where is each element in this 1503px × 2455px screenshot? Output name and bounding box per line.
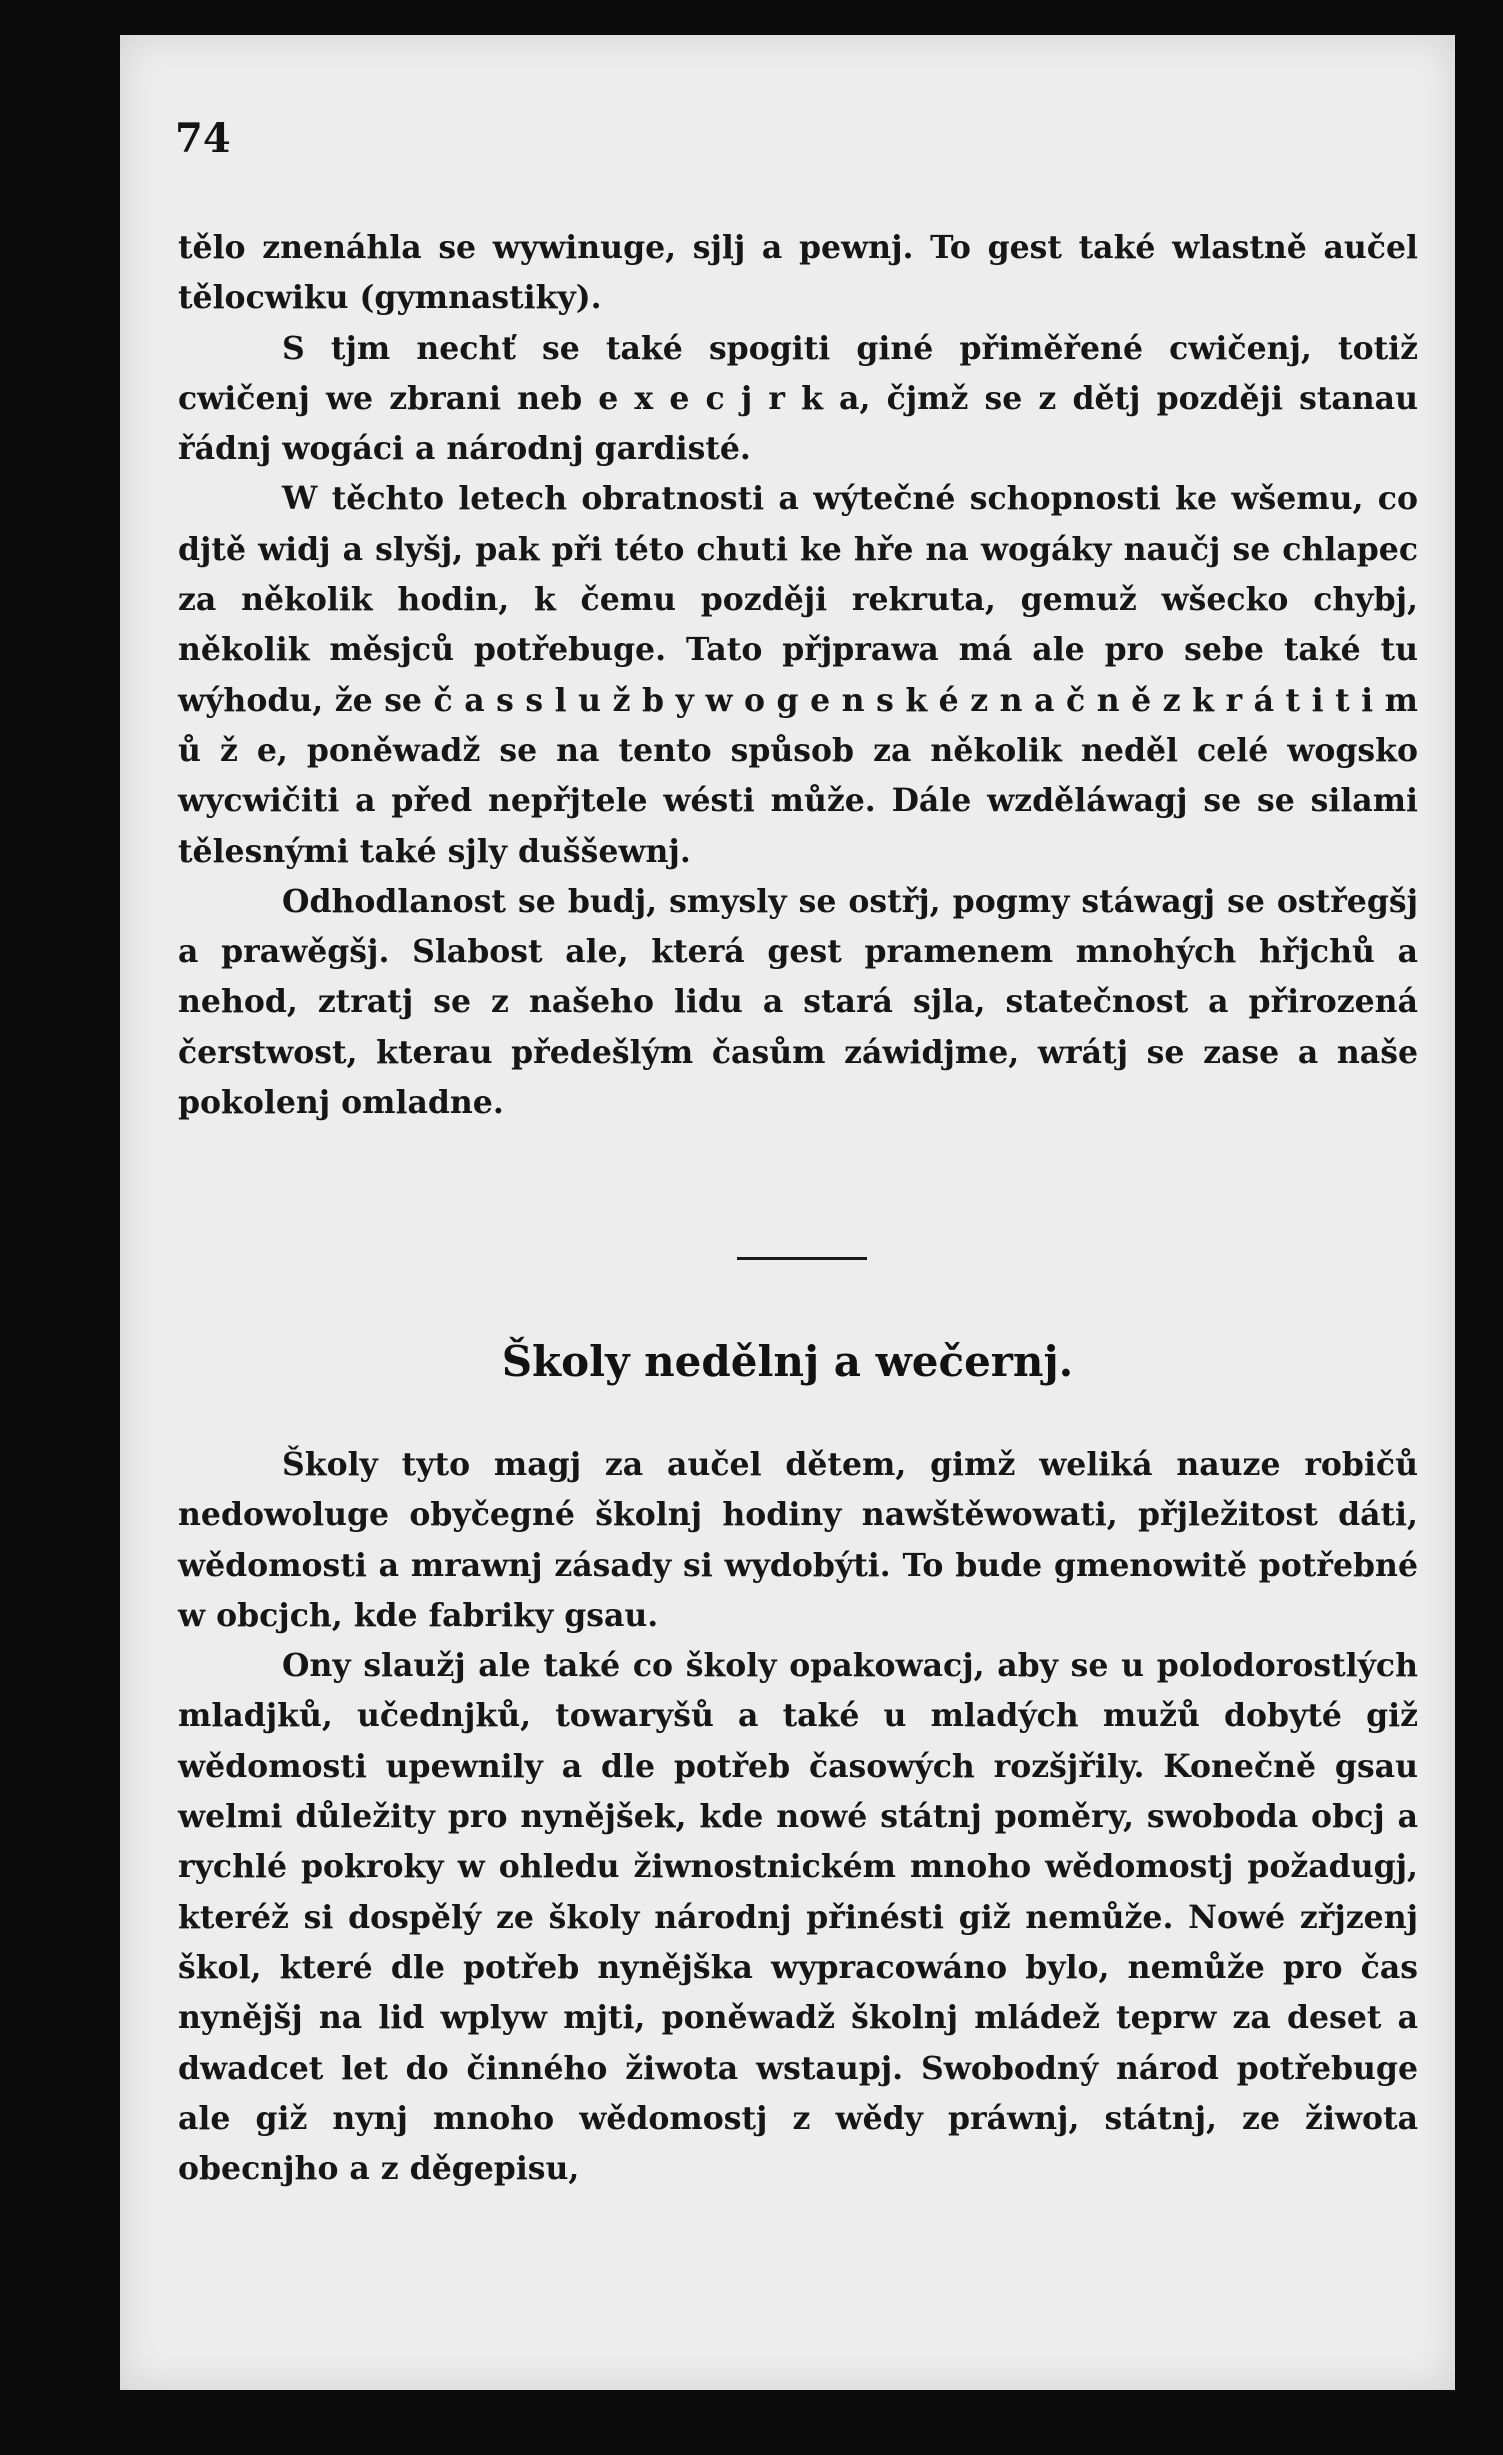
paragraph-3: W těchto letech obratnosti a wýtečné schopnosti ke wšemu, co djtě widj a slyšj, pak při této chuti ke hře na wogáky naučj se chlapec za několik hodin, k čemu později rekruta, gemuž wšecko chybj, několik měsjců potřebuge. Tato přjprawa má ale pro sebe také tu wýhodu, že se č a s s l u ž b y w o g e n s k é z n a č n ě z k r á t i t i m ů ž e, poněwadž se na tento spůsob za několik neděl celé wogsko wycwičiti a před nepřjtele wésti může. Dále wzděláwagj se se silami tělesnými také sjly duššewnj.	[178, 480, 1418, 870]
upper-text-block	[178, 223, 1418, 1128]
lower-text-block	[178, 1440, 1418, 2194]
paragraph-4: Odhodlanost se budj, smysly se ostřj, pogmy stáwagj se ostřegšj a prawěgšj. Slabost ale, která gest pramenem mnohých hřjchů a nehod, ztratj se z našeho lidu a stará sjla, statečnost a přirozená čerstwost, kterau předešlým časům záwidjme, wrátj se zase a naše pokolenj omladne.	[178, 882, 1418, 1122]
page-number: 74	[175, 115, 231, 162]
paragraph-2: S tjm nechť se také spogiti giné přiměřené cwičenj, totiž cwičenj we zbrani neb e x e c j r k a, čjmž se z dětj později stanau řádnj wogáci a národnj gardisté.	[178, 329, 1418, 468]
book-page	[120, 35, 1455, 2390]
section-divider	[737, 1257, 867, 1260]
section-heading: Školy nedělnj a wečernj.	[501, 1337, 1074, 1386]
paragraph-1: tělo znenáhla se wywinuge, sjlj a pewnj. To gest také wlastně aučel tělocwiku (gymnastiky).	[178, 229, 1418, 317]
paragraph-6: Ony slaužj ale také co školy opakowacj, aby se u polodorostlých mladjků, učednjků, towaryšů a také u mladých mužů dobyté giž wědomosti upewnily a dle potřeb časowých rozšjřily. Konečně gsau welmi důležity pro nynějšek, kde nowé státnj poměry, swoboda obcj a rychlé pokroky w ohledu žiwnostnickém mnoho wědomostj požadugj, kteréž si dospělý ze školy národnj přinésti giž nemůže. Nowé zřjzenj škol, které dle potřeb nynějška wypracowáno bylo, nemůže pro čas nynějšj na lid wplyw mjti, poněwadž školnj mládež teprw za deset a dwadcet let do činného žiwota wstaupj. Swobodný národ potřebuge ale giž nynj mnoho wědomostj z wědy práwnj, státnj, ze žiwota obecnjho a z děgepisu,	[178, 1647, 1418, 2188]
paragraph-5: Školy tyto magj za aučel dětem, gimž weliká nauze robičů nedowoluge obyčegné školnj hodiny nawštěwowati, přjležitost dáti, wědomosti a mrawnj zásady si wydobýti. To bude gmenowitě potřebné w obcjch, kde fabriky gsau.	[178, 1446, 1418, 1634]
